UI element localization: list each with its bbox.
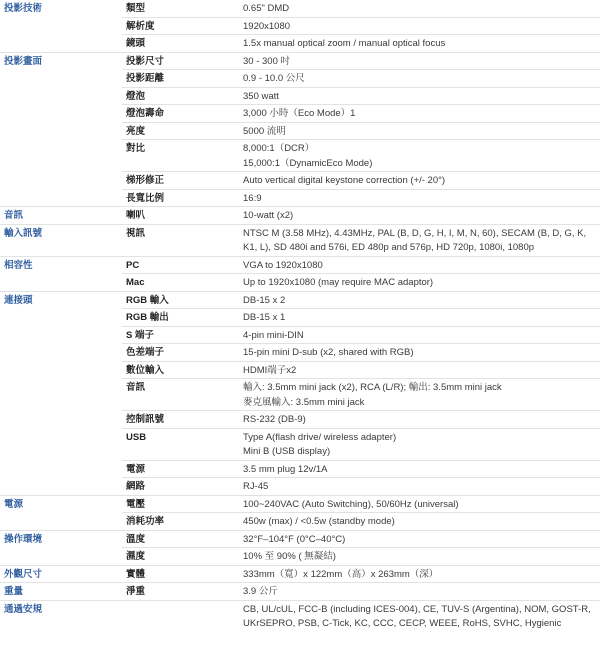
spec-label: 實體 [122,565,239,583]
spec-value [239,52,600,70]
spec-label: 鏡頭 [122,35,239,53]
spec-value-line: RS-232 (DB-9) [243,414,306,425]
spec-label: 燈泡壽命 [122,105,239,123]
spec-value-line: DB-15 x 1 [243,312,286,323]
spec-value-line: HDMI端子x2 [243,364,297,376]
spec-label: 視訊 [122,224,239,256]
spec-category [0,309,122,327]
spec-value-line: 15,000:1（DynamicEco Mode) [243,157,373,169]
spec-value-line: RJ-45 [243,481,269,492]
spec-value-line: 450w (max) / <0.5w (standby mode) [243,516,395,527]
spec-row [0,565,600,583]
spec-category: 重量 [0,583,122,601]
spec-value-line: 16:9 [243,192,262,204]
spec-value [239,291,600,309]
spec-value [239,207,600,225]
spec-category: 投影技術 [4,3,43,14]
spec-value [239,87,600,105]
spec-value-line: NTSC M (3.58 MHz), 4.43MHz, PAL (B, D, G, H, I, M, N, 60), SECAM (B, D, G, K, [243,227,587,239]
spec-value-line: 3,000 小時（Eco Mode）1 [243,108,356,119]
spec-label: USB [122,428,239,460]
spec-value-line: 1.5x manual optical zoom / manual optical focus [243,38,446,49]
spec-row [0,428,600,460]
spec-label: 燈泡 [122,87,239,105]
spec-category [0,361,122,379]
spec-category [0,513,122,531]
spec-value-line: 8,000:1（DCR） [243,143,315,154]
spec-category: 投影畫面 [0,52,122,70]
spec-row [0,326,600,344]
spec-row [0,379,600,411]
spec-value [239,17,600,35]
spec-row [0,256,600,274]
spec-category [0,411,122,429]
spec-value-line: 0.9 - 10.0 公尺 [243,73,305,84]
spec-value-line: 32°F–104°F (0°C–40°C) [243,533,346,545]
spec-label: 數位輸入 [122,361,239,379]
spec-value [239,460,600,478]
spec-category [0,172,122,190]
spec-label: 喇叭 [122,207,239,225]
spec-value [239,224,600,256]
spec-category [0,274,122,292]
spec-row [0,140,600,172]
spec-value-line: K1, L), SD 480i and 576i, ED 480p and 576p, HD 720p, 1080i, 1080p [243,242,535,253]
spec-label: 濕度 [122,548,239,566]
spec-value-line: 3.9 公斤 [243,586,278,597]
spec-value-line: 10-watt (x2) [243,210,294,221]
spec-row [0,548,600,566]
spec-row [0,52,600,70]
spec-label: 電源 [122,460,239,478]
spec-value-line: Auto vertical digital keystone correction (+/- 20°) [243,175,446,186]
spec-value-line: 4-pin mini-DIN [243,329,304,341]
spec-row [0,291,600,309]
spec-value-line: 輸入: 3.5mm mini jack (x2), RCA (L/R); 輸出: 3.5mm mini jack [243,382,502,393]
spec-value-line: UKrSEPRO, PSB, C-Tick, KC, CCC, CECP, WEEE, RoHS, SVHC, Hygienic [243,618,562,629]
spec-row [0,35,600,53]
spec-row [0,361,600,379]
spec-category: 電源 [0,495,122,513]
spec-row [0,478,600,496]
spec-row [0,495,600,513]
spec-value [239,189,600,207]
spec-value [239,344,600,362]
spec-label [122,600,239,632]
spec-value-line: 麥克風輸入: 3.5mm mini jack [243,396,365,408]
spec-value [239,478,600,496]
spec-value [239,105,600,123]
spec-row [0,105,600,123]
spec-value-line: CB, UL/cUL, FCC-B (including ICES-004), CE, TUV-S (Argentina), NOM, GOST-R, [243,603,591,615]
spec-value-line: Up to 1920x1080 (may require MAC adaptor) [243,277,434,288]
spec-row [0,344,600,362]
spec-row [0,274,600,292]
spec-value-line: 3.5 mm plug 12v/1A [243,463,328,475]
spec-row [0,17,600,35]
spec-label: 色差端子 [122,344,239,362]
spec-row [0,460,600,478]
spec-value [239,548,600,566]
spec-value [239,379,600,411]
spec-label: 網路 [122,478,239,496]
spec-value [239,361,600,379]
spec-value-line: 5000 流明 [243,125,286,137]
spec-row [0,411,600,429]
spec-label: 對比 [122,140,239,172]
spec-label: 淨重 [122,583,239,601]
spec-row [0,530,600,548]
spec-label: 控制訊號 [122,411,239,429]
spec-value-line: Mini B (USB display) [243,446,331,457]
spec-value [239,70,600,88]
spec-row [0,224,600,256]
spec-value-line: 10% 至 90% ( 無凝結) [243,551,336,562]
spec-value [239,326,600,344]
spec-category: 外觀尺寸 [0,565,122,583]
spec-value [239,495,600,513]
spec-label: 音訊 [122,379,239,411]
spec-value-line: 0.65" DMD [243,3,290,14]
spec-label: 長寬比例 [122,189,239,207]
spec-category: 相容性 [0,256,122,274]
spec-row [0,189,600,207]
spec-value-line: 100~240VAC (Auto Switching), 50/60Hz (universal) [243,498,459,510]
spec-value [239,122,600,140]
spec-value [239,600,600,632]
spec-category [0,189,122,207]
spec-label: 解析度 [122,17,239,35]
spec-row [0,122,600,140]
spec-label: 投影尺寸 [122,52,239,70]
spec-value [239,35,600,53]
spec-label: 投影距離 [122,70,239,88]
spec-value [239,0,600,17]
spec-value [239,565,600,583]
spec-category [0,428,122,460]
spec-value-line: 15-pin mini D-sub (x2, shared with RGB) [243,347,414,358]
spec-row [0,309,600,327]
spec-label: 電壓 [122,495,239,513]
spec-value-line: Type A(flash drive/ wireless adapter) [243,431,397,443]
spec-label: RGB 輸出 [122,309,239,327]
spec-category: 操作環境 [0,530,122,548]
spec-value [239,274,600,292]
spec-category [0,460,122,478]
spec-category [0,17,122,35]
spec-category [0,87,122,105]
spec-value-line: 333mm（寬）x 122mm（高）x 263mm（深） [243,568,439,580]
spec-row [0,70,600,88]
spec-value [239,530,600,548]
spec-category [0,140,122,172]
spec-value-line: VGA to 1920x1080 [243,259,323,271]
spec-value-line: DB-15 x 2 [243,294,286,306]
spec-label: S 端子 [122,326,239,344]
spec-category [0,105,122,123]
spec-row [0,513,600,531]
spec-row [0,207,600,225]
spec-label: Mac [122,274,239,292]
spec-label: PC [122,256,239,274]
spec-value [239,309,600,327]
spec-value-line: 30 - 300 吋 [243,55,290,67]
spec-category [0,548,122,566]
spec-category [0,344,122,362]
spec-label: 消耗功率 [122,513,239,531]
spec-category [0,70,122,88]
spec-row [0,172,600,190]
spec-value [239,140,600,172]
spec-value-line: 1920x1080 [243,20,291,32]
spec-value [239,513,600,531]
spec-category [0,122,122,140]
spec-value [239,256,600,274]
spec-row [0,600,600,632]
spec-row [0,0,600,17]
spec-label: 梯形修正 [122,172,239,190]
spec-category: 音訊 [0,207,122,225]
spec-label: 類型 [126,3,146,14]
spec-label: 亮度 [122,122,239,140]
spec-category: 輸入訊號 [0,224,122,256]
spec-row [0,87,600,105]
spec-category [0,35,122,53]
spec-value-line: 350 watt [243,90,279,102]
spec-value [239,411,600,429]
spec-label: RGB 輸入 [122,291,239,309]
spec-value [239,172,600,190]
spec-value [239,428,600,460]
spec-label: 溫度 [122,530,239,548]
spec-category: 通過安規 [0,600,122,632]
spec-row [0,583,600,601]
spec-category: 連接頭 [0,291,122,309]
spec-category [0,379,122,411]
spec-category [0,326,122,344]
spec-category [0,478,122,496]
spec-value [239,583,600,601]
